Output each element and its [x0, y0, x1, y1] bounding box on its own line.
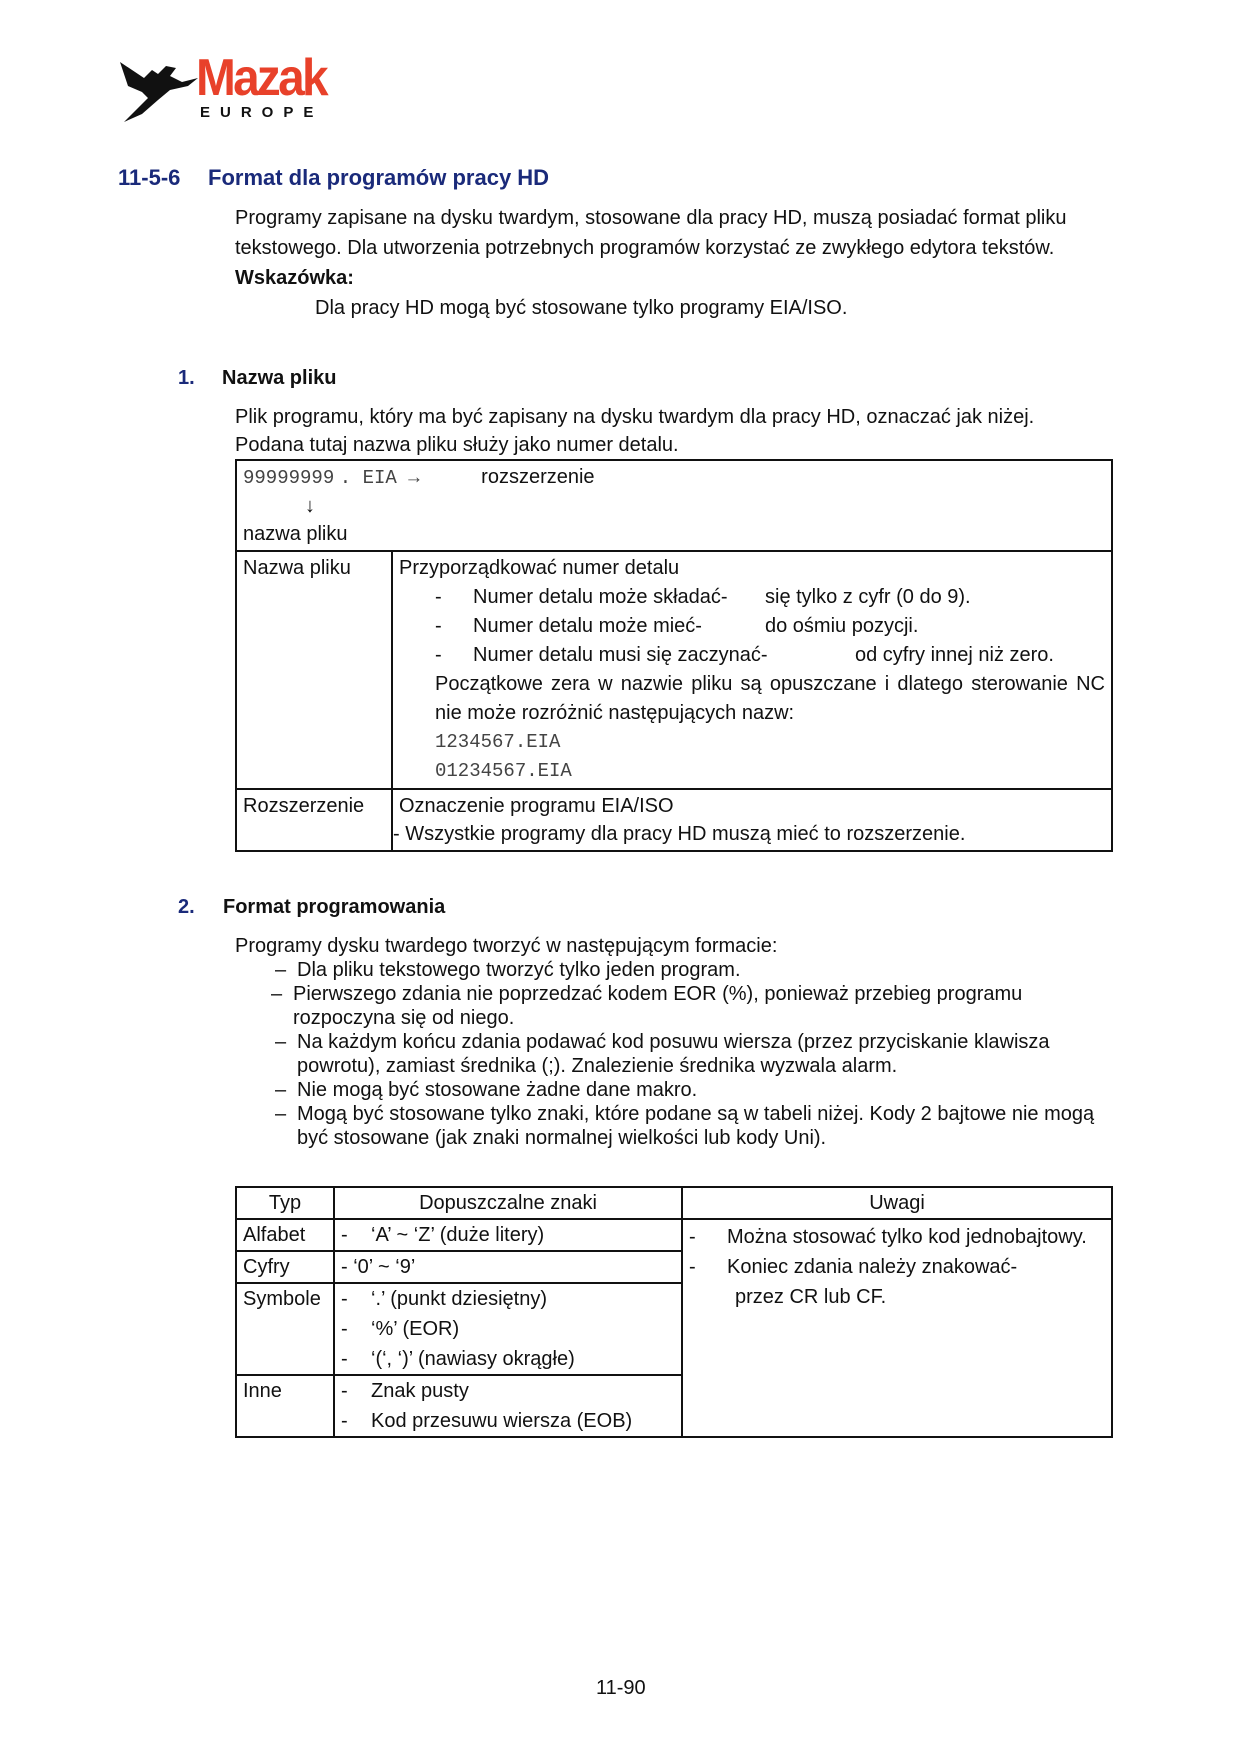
type-cell: Inne: [236, 1375, 334, 1437]
rule-item: - Numer detalu może składać- się tylko z cyfr (0 do 9).: [435, 586, 971, 608]
list-item: – Nie mogą być stosowane żadne dane makro.: [275, 1079, 698, 1101]
intro-line-1: Programy zapisane na dysku twardym, stosowane dla pracy HD, muszą posiadać format pliku: [235, 207, 1067, 229]
extension-label: rozszerzenie: [481, 466, 595, 488]
bird-icon: [118, 56, 204, 126]
filename-table: [235, 459, 1113, 852]
intro-paragraph: [235, 203, 1113, 323]
characters-table: [235, 1186, 1113, 1438]
chars-cell: - ‘A’ ~ ‘Z’ (duże litery): [334, 1219, 682, 1251]
sub1-number: 1.: [178, 367, 195, 389]
example-number: 99999999: [243, 467, 335, 489]
list-item: – Pierwszego zdania nie poprzedzać kodem EOR (%), ponieważ przebieg programu rozpoczyna się od niego.: [271, 983, 1023, 1029]
sub1-title: Nazwa pliku: [222, 367, 337, 389]
leading-zero-note: Początkowe zera w nazwie pliku są opuszczane i dlatego sterowanie NC nie może rozróżnić następujących nazw:: [435, 673, 1105, 724]
list-item: – Na każdym końcu zdania podawać kod posuwu wiersza (przez przyciskanie klawisza powrotu), zamiast średnika (;). Znalezienie średnika wyzwala alarm.: [275, 1031, 1050, 1077]
hint-text: Dla pracy HD mogą być stosowane tylko programy EIA/ISO.: [315, 297, 848, 319]
notes-cell: - Można stosować tylko kod jednobajtowy. - Koniec zdania należy znakować- przez CR lub CF.: [682, 1219, 1112, 1437]
mazak-logo: [118, 49, 358, 126]
sub2-intro: Programy dysku twardego tworzyć w następującym formacie:: [235, 935, 778, 957]
down-arrow: ↓: [305, 495, 315, 517]
table-row: [236, 1219, 1112, 1251]
table-row: [236, 789, 1112, 851]
example-extension: . EIA →: [339, 467, 420, 489]
hint-label: Wskazówka:: [235, 267, 354, 289]
chars-cell: - ‘0’ ~ ‘9’: [334, 1251, 682, 1283]
chars-cell: - Znak pusty - Kod przesuwu wiersza (EOB): [334, 1375, 682, 1437]
table-header-row: [236, 1187, 1112, 1219]
sub2-number: 2.: [178, 896, 195, 918]
intro-line-2: tekstowego. Dla utworzenia potrzebnych programów korzystać ze zwykłego edytora tekstów.: [235, 237, 1055, 259]
row-value: [392, 551, 1112, 789]
list-item: – Mogą być stosowane tylko znaki, które podane są w tabeli niżej. Kody 2 bajtowe nie mogą być stosowane (jak znaki normalnej wielkości lub kody Uni).: [275, 1103, 1095, 1149]
table-row: [236, 551, 1112, 789]
sub2-title: Format programowania: [223, 896, 446, 918]
section-number: 11-5-6: [118, 165, 181, 190]
row-key: Rozszerzenie: [236, 789, 392, 851]
sub1-line-1: Plik programu, który ma być zapisany na dysku twardym dla pracy HD, oznaczać jak niżej.: [235, 406, 1035, 428]
rule-item: - Numer detalu musi się zaczynać- od cyfry innej niż zero.: [435, 644, 1054, 666]
filename-example-row: [236, 460, 1112, 551]
logo-wordmark: Mazak: [196, 49, 326, 107]
page-number: 11-90: [596, 1677, 646, 1699]
format-list: [271, 958, 1095, 1150]
row-key: Nazwa pliku: [236, 551, 392, 789]
type-cell: Alfabet: [236, 1219, 334, 1251]
type-cell: Symbole: [236, 1283, 334, 1375]
header-notes: Uwagi: [682, 1187, 1112, 1219]
sub1-line-2: Podana tutaj nazwa pliku służy jako numer detalu.: [235, 434, 679, 456]
section-title: Format dla programów pracy HD: [208, 165, 550, 190]
row-value: [392, 789, 1112, 851]
sub1-paragraph: [235, 403, 1113, 459]
row-title: Przyporządkować numer detalu: [399, 557, 680, 579]
header-type: Typ: [236, 1187, 334, 1219]
row-title: Oznaczenie programu EIA/ISO: [399, 795, 674, 817]
chars-cell: - ‘.’ (punkt dziesiętny) - ‘%’ (EOR) - ‘(‘, ‘)’ (nawiasy okrągłe): [334, 1283, 682, 1375]
logo-subtitle: EUROPE: [200, 104, 324, 121]
code-example-1: 1234567.EIA: [435, 731, 561, 753]
rule-item: - Numer detalu może mieć- do ośmiu pozycji.: [435, 615, 919, 637]
filename-label: nazwa pliku: [243, 523, 348, 545]
list-item: – Dla pliku tekstowego tworzyć tylko jeden program.: [275, 959, 741, 981]
code-example-2: 01234567.EIA: [435, 760, 572, 782]
row-line: - Wszystkie programy dla pracy HD muszą mieć to rozszerzenie.: [393, 823, 966, 845]
header-characters: Dopuszczalne znaki: [334, 1187, 682, 1219]
type-cell: Cyfry: [236, 1251, 334, 1283]
